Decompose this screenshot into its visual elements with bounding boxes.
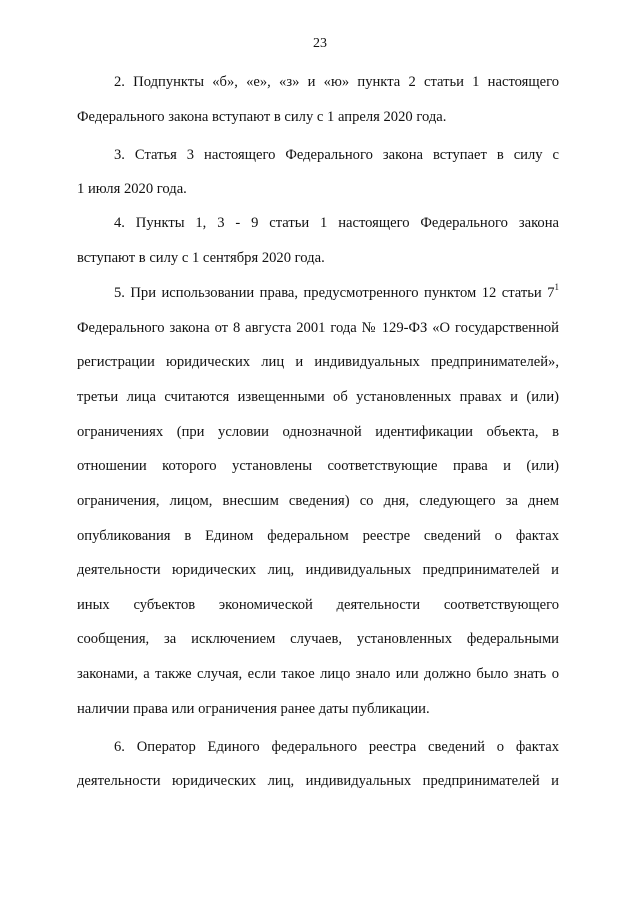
text-line: 3. Статья 3 настоящего Федерального закона вступает в силу с	[114, 147, 559, 163]
text-line: 4. Пункты 1, 3 - 9 статьи 1 настоящего Федерального закона	[114, 215, 559, 231]
superscript: 1	[554, 282, 559, 293]
text-line: Федерального закона от 8 августа 2001 года № 129-ФЗ «О государственной	[77, 320, 559, 336]
text-line: опубликования в Едином федеральном реестре сведений о фактах	[77, 528, 559, 544]
text-line-main: 5. При использовании права, предусмотренного пунктом 12 статьи 7	[114, 285, 555, 301]
page-number: 23	[313, 36, 327, 51]
text-line: третьи лица считаются извещенными об установленных правах и (или)	[77, 389, 559, 405]
text-line: 6. Оператор Единого федерального реестра сведений о фактах	[114, 739, 559, 755]
text-line: деятельности юридических лиц, индивидуальных предпринимателей и	[77, 562, 559, 578]
text-line: сообщения, за исключением случаев, установленных федеральными	[77, 631, 559, 647]
text-line: Федерального закона вступают в силу с 1 апреля 2020 года.	[77, 109, 447, 125]
text-line: ограничения, лицом, внесшим сведения) со дня, следующего за днем	[77, 493, 559, 509]
text-line: иных субъектов экономической деятельности соответствующего	[77, 597, 559, 613]
text-line: 2. Подпункты «б», «е», «з» и «ю» пункта 2 статьи 1 настоящего	[114, 74, 559, 90]
text-line: вступают в силу с 1 сентября 2020 года.	[77, 250, 325, 266]
text-line: отношении которого установлены соответствующие права и (или)	[77, 458, 559, 474]
text-line: наличии права или ограничения ранее даты публикации.	[77, 701, 430, 717]
text-line: законами, а также случая, если такое лицо знало или должно было знать о	[77, 666, 559, 682]
text-line: ограничениях (при условии однозначной идентификации объекта, в	[77, 424, 559, 440]
text-line: 1 июля 2020 года.	[77, 181, 187, 197]
text-line: деятельности юридических лиц, индивидуальных предпринимателей и	[77, 773, 559, 789]
text-line: регистрации юридических лиц и индивидуальных предпринимателей»,	[77, 354, 559, 370]
text-line	[114, 284, 559, 302]
